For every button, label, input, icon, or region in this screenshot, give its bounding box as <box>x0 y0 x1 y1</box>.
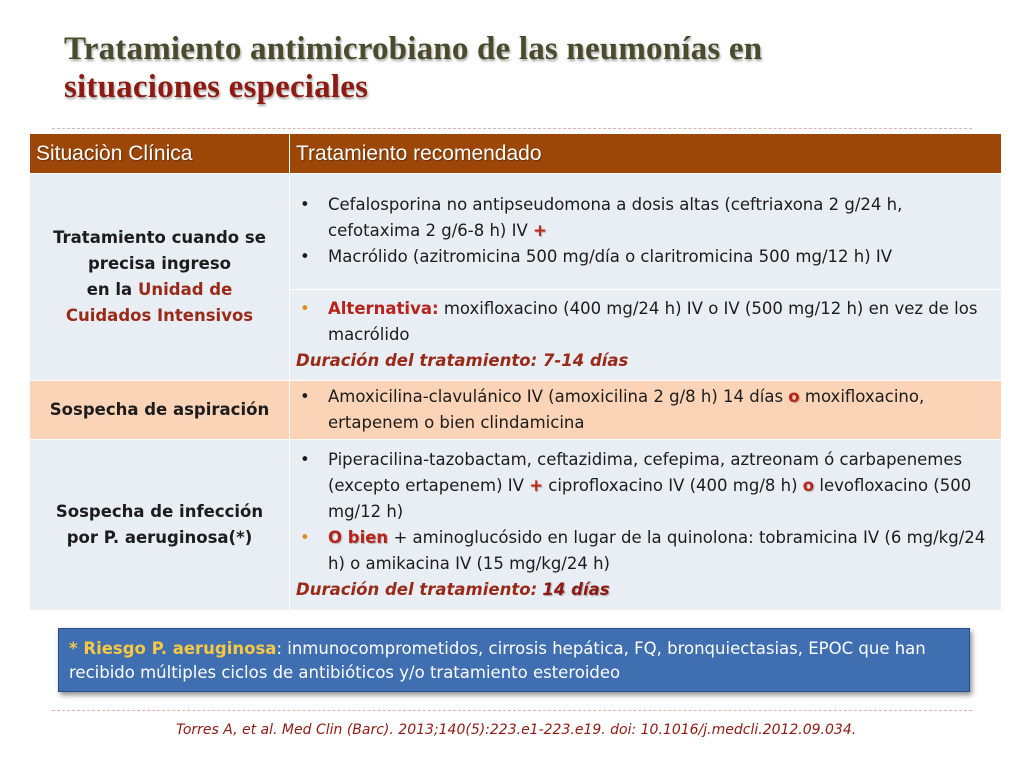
table-header-row <box>30 134 1002 174</box>
list-item: • Amoxicilina-clavulánico IV (amoxicilina 2 g/8 h) 14 días o moxifloxacino, ertapenem o bien clindamicina <box>296 384 993 436</box>
title-line1: Tratamiento antimicrobiano de las neumonías en <box>64 31 763 67</box>
treatment-table <box>29 133 1002 611</box>
risk-text: inmunocomprometidos, cirrosis hepática, FQ, bronquiectasias, EPOC que han recibido múltiples ciclos de antibióticos y/o tratamiento esteroideo <box>69 639 926 682</box>
situation-aspiration: Sospecha de aspiración <box>30 381 290 440</box>
treatment-icu-main <box>290 174 1002 290</box>
situation-icu: Tratamiento cuando se precisa ingreso en la Unidad de Cuidados Intensivos <box>30 174 290 381</box>
situation-pseudomonas: Sospecha de infección por P. aeruginosa(*) <box>30 440 290 611</box>
top-divider <box>52 128 972 129</box>
list-item: • O bien + aminoglucósido en lugar de la quinolona: tobramicina IV (6 mg/kg/24 h) o amikacina IV (15 mg/kg/24 h) <box>296 525 993 577</box>
treatment-aspiration <box>290 381 1002 440</box>
duration-pseudomonas: Duración del tratamiento: 14 días <box>296 580 610 599</box>
header-situation: Situaciòn Clínica <box>30 134 290 174</box>
treatment-pseudomonas <box>290 440 1002 611</box>
risk-note-box: * Riesgo P. aeruginosa: inmunocomprometidos, cirrosis hepática, FQ, bronquiectasias, EPOC que han recibido múltiples ciclos de antibióticos y/o tratamiento esteroideo <box>58 628 970 692</box>
duration-icu: Duración del tratamiento: 7-14 días <box>296 350 629 370</box>
table-row-icu <box>30 174 1002 290</box>
table-row-pseudomonas <box>30 440 1002 611</box>
table-row-aspiration <box>30 381 1002 440</box>
list-item: • Piperacilina-tazobactam, ceftazidima, cefepima, aztreonam ó carbapenemes (excepto ertapenem) IV + ciprofloxacino IV (400 mg/8 h) o levofloxacino (500 mg/12 h) <box>296 447 993 525</box>
risk-label: * Riesgo P. aeruginosa <box>69 639 277 658</box>
header-treatment: Tratamiento recomendado <box>290 134 1002 174</box>
list-item: • Alternativa: moxifloxacino (400 mg/24 h) IV o IV (500 mg/12 h) en vez de los macrólido <box>296 296 993 348</box>
bottom-divider <box>52 710 972 711</box>
citation: Torres A, et al. Med Clin (Barc). 2013;140(5):223.e1-223.e19. doi: 10.1016/j.medcli.2012.09.034. <box>176 722 857 738</box>
title-line2: situaciones especiales <box>64 69 369 105</box>
treatment-icu-alternative <box>290 289 1002 380</box>
list-item: • Cefalosporina no antipseudomona a dosis altas (ceftriaxona 2 g/24 h, cefotaxima 2 g/6-8 h) IV + <box>296 192 993 244</box>
list-item: • Macrólido (azitromicina 500 mg/día o claritromicina 500 mg/12 h) IV <box>296 244 993 270</box>
slide-title <box>64 30 1004 106</box>
